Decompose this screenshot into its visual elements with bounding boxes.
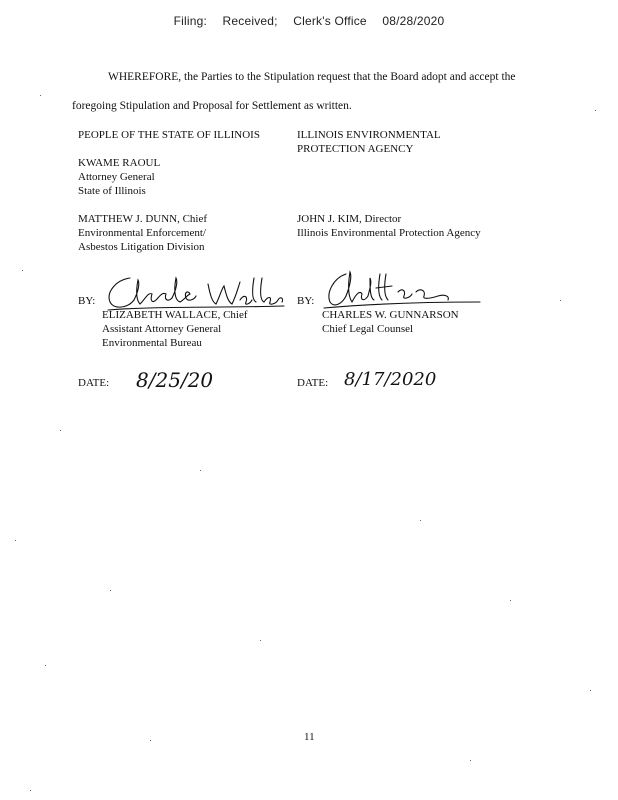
scan-speck [200,470,201,471]
left-signer-bureau: Environmental Bureau [102,337,202,349]
scan-speck [15,540,16,541]
left-by-label: BY: [78,295,96,307]
right-signer-title: Chief Legal Counsel [322,323,414,335]
wherefore-line-2: foregoing Stipulation and Proposal for Settlement as written. [72,100,352,112]
right-party-line-2: PROTECTION AGENCY [297,143,414,155]
scan-speck [470,760,471,761]
right-date-label: DATE: [297,377,329,389]
scan-speck [560,300,561,301]
right-date-handwritten: 8/17/2020 [344,369,437,390]
right-party-line-1: ILLINOIS ENVIRONMENTAL [297,129,441,141]
scan-speck [30,790,31,791]
left-date-handwritten: 8/25/20 [136,368,214,392]
scan-speck [590,690,591,691]
attorney-general-name: KWAME RAOUL [78,157,161,169]
left-party-name: PEOPLE OF THE STATE OF ILLINOIS [78,129,260,141]
right-by-label: BY: [297,295,315,307]
right-signer-name: CHARLES W. GUNNARSON [322,309,459,321]
attorney-general-title: Attorney General [78,171,155,183]
scan-speck [260,640,261,641]
director-agency: Illinois Environmental Protection Agency [297,227,481,239]
director-name: JOHN J. KIM, Director [297,213,402,225]
scan-speck [510,600,511,601]
filing-label: Filing: [173,14,207,28]
scan-speck [595,110,596,111]
office-label: Clerk's Office [293,14,367,28]
scan-speck [110,590,111,591]
left-signer-title: Assistant Attorney General [102,323,222,335]
scan-speck [60,430,61,431]
scan-speck [22,270,23,271]
chief-division-line-2: Asbestos Litigation Division [78,241,205,253]
chief-name: MATTHEW J. DUNN, Chief [78,213,208,225]
filing-header [0,14,618,28]
filing-date: 08/28/2020 [382,14,445,28]
left-signer-name: ELIZABETH WALLACE, Chief [102,309,248,321]
chief-division-line-1: Environmental Enforcement/ [78,227,206,239]
scan-speck [420,520,421,521]
scan-speck [150,740,151,741]
left-date-label: DATE: [78,377,110,389]
page-number: 11 [304,731,315,743]
received-label: Received; [222,14,278,28]
wherefore-line-1: WHEREFORE, the Parties to the Stipulation request that the Board adopt and accept the [108,71,516,83]
scan-speck [45,665,46,666]
scan-speck [40,95,41,96]
attorney-general-state: State of Illinois [78,185,146,197]
